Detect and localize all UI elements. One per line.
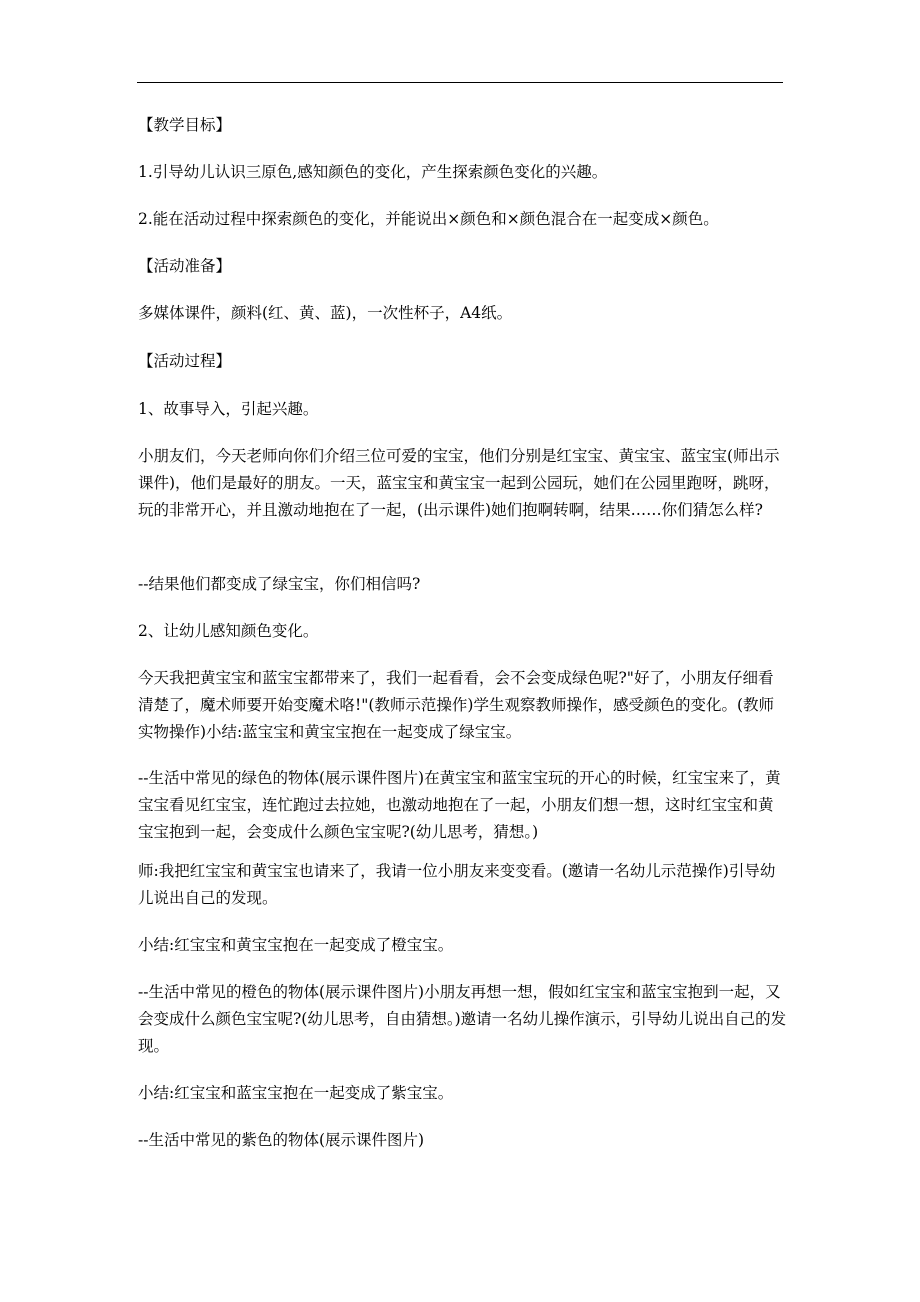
heading-teaching-goals: 【教学目标】	[138, 116, 232, 134]
summary-purple: 小结:红宝宝和蓝宝宝抱在一起变成了紫宝宝。	[138, 1084, 454, 1102]
story-intro-paragraph: 小朋友们，今天老师向你们介绍三位可爱的宝宝，他们分别是红宝宝、黄宝宝、蓝宝宝(师出示课件)，他们是最好的朋友。一天，蓝宝宝和黄宝宝一起到公园玩，她们在公园里跑呀，跳呀，玩的非常开心，并且激动地抱在了一起，(出示课件)她们抱啊转啊，结果……你们猜怎么样?	[138, 447, 780, 519]
demo-paragraph: 今天我把黄宝宝和蓝宝宝都带来了，我们一起看看，会不会变成绿色呢?"好了，小朋友仔细看清楚了，魔术师要开始变魔术咯!"(教师示范操作)学生观察教师操作，感受颜色的变化。(教师实物操作)小结:蓝宝宝和黄宝宝抱在一起变成了绿宝宝。	[138, 669, 775, 741]
summary-orange: 小结:红宝宝和黄宝宝抱在一起变成了橙宝宝。	[138, 936, 454, 954]
goal-item-2: 2.能在活动过程中探索颜色的变化，并能说出×颜色和×颜色混合在一起变成×颜色。	[138, 210, 719, 228]
child-demo-paragraph: 师:我把红宝宝和黄宝宝也请来了，我请一位小朋友来变变看。(邀请一名幼儿示范操作)引导幼儿说出自己的发现。	[138, 862, 776, 907]
step-1-title: 1、故事导入，引起兴趣。	[138, 400, 319, 418]
header-rule	[137, 82, 783, 83]
step-2-title: 2、让幼儿感知颜色变化。	[138, 622, 319, 640]
green-objects-paragraph: --生活中常见的绿色的物体(展示课件图片)在黄宝宝和蓝宝宝玩的开心的时候，红宝宝来了，黄宝宝看见红宝宝，连忙跑过去拉她，也激动地抱在了一起，小朋友们想一想，这时红宝宝和黄宝宝抱到一起，会变成什么颜色宝宝呢?(幼儿思考，猜想。)	[138, 769, 781, 841]
purple-objects-paragraph: --生活中常见的紫色的物体(展示课件图片)	[138, 1131, 425, 1149]
prep-materials: 多媒体课件，颜料(红、黄、蓝)，一次性杯子，A4纸。	[138, 304, 513, 322]
green-result-question: --结果他们都变成了绿宝宝，你们相信吗?	[138, 575, 421, 593]
orange-objects-paragraph: --生活中常见的橙色的物体(展示课件图片)小朋友再想一想，假如红宝宝和蓝宝宝抱到一起，又会变成什么颜色宝宝呢?(幼儿思考，自由猜想。)邀请一名幼儿操作演示，引导幼儿说出自己的发现。	[138, 983, 787, 1055]
goal-item-1: 1.引导幼儿认识三原色,感知颜色的变化，产生探索颜色变化的兴趣。	[138, 163, 608, 181]
heading-activity-process: 【活动过程】	[138, 352, 232, 370]
heading-activity-prep: 【活动准备】	[138, 257, 232, 275]
